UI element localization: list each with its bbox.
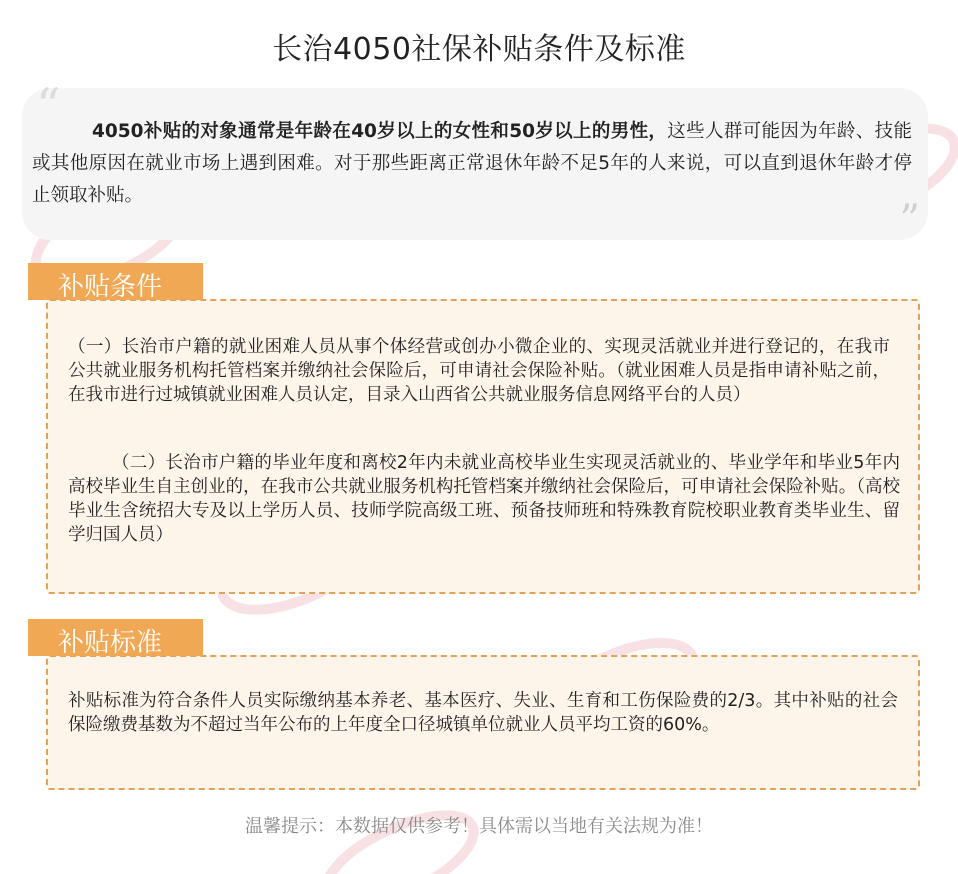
quote-close-icon: ” [899,197,920,243]
standards-heading: 补贴标准 [58,628,163,658]
conditions-heading: 补贴条件 [58,272,163,302]
conditions-box [46,299,920,594]
standards-heading-tab [28,619,203,656]
page-title: 长治4050社保补贴条件及标准 [272,32,686,67]
quote-open-icon: “ [36,78,61,134]
standard-paragraph-1: 补贴标准为符合条件人员实际缴纳基本养老、基本医疗、失业、生育和工伤保险费的2/3。其中补贴的社会保险缴费基数为不超过当年公布的上年度全口径城镇单位就业人员平均工资的60%。 [68,691,898,735]
condition-paragraph-1: （一）长治市户籍的就业困难人员从事个体经营或创办小微企业的、实现灵活就业并进行登记的，在我市公共就业服务机构托管档案并缴纳社会保险后，可申请社会保险补贴。（就业困难人员是指申请补贴之前，在我市进行过城镇就业困难人员认定，目录入山西省公共就业服务信息网络平台的人员） [68,337,890,405]
conditions-heading-tab [28,263,203,300]
intro-rest-text: 这些人群可能因为年龄、技能或其他原因在就业市场上遇到困难。对于那些距离正常退休年龄不足5年的人来说，可以直到退休年龄才停止领取补贴。 [32,121,912,206]
intro-paragraph [32,116,912,212]
intro-box [22,78,928,243]
standards-box [46,655,920,790]
condition-paragraph-2: （二）长治市户籍的毕业年度和离校2年内未就业高校毕业生实现灵活就业的、毕业学年和毕业5年内高校毕业生自主创业的，在我市公共就业服务机构托管档案并缴纳社会保险后，可申请社会保险补贴。（高校毕业生含统招大专及以上学历人员、技师学院高级工班、预备技师班和特殊教育院校职业教育类毕业生、留学归国人员） [68,453,900,545]
footer-tip: 温馨提示：本数据仅供参考！具体需以当地有关法规为准！ [245,816,713,837]
intro-bold-text: 4050补贴的对象通常是年龄在40岁以上的女性和50岁以上的男性， [92,121,668,142]
